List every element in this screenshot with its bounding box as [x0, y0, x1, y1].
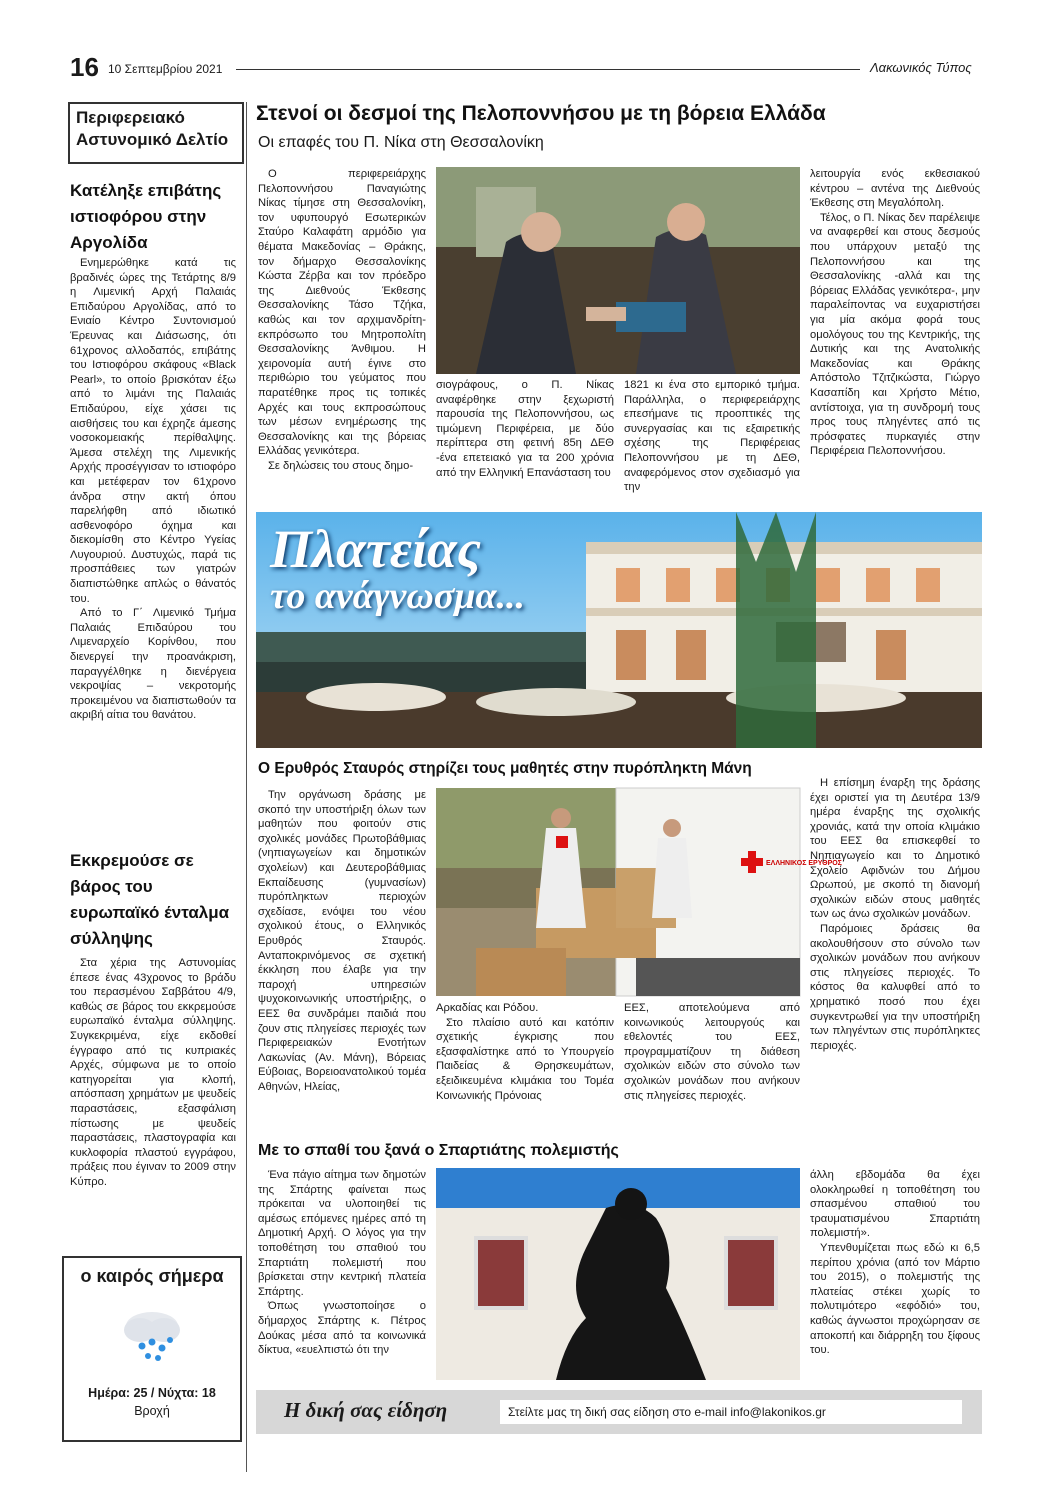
rain-cloud-icon: [112, 1304, 192, 1364]
issue-date: 10 Σεπτεμβρίου 2021: [108, 62, 223, 76]
story1-paragraph-2: Από το Γ΄ Λιμενικό Τμήμα Παλαιάς Επιδαύρου του Λιμεναρχείο Κορίνθου, που διενεργεί την προανάκριση, παραγγέλθηκε η διενέργεια νεκροψίας – νεκροτομής προκειμένου να διαπιστωθούν τα ακριβή αίτια του θανάτου.: [70, 607, 236, 722]
article1-column-3: [624, 378, 800, 495]
meeting-photo: [436, 167, 800, 374]
sidebar-column-rule: [246, 102, 247, 1472]
reader-news-footer: [256, 1390, 982, 1434]
header-rule: [236, 69, 860, 70]
article2-column-3: [624, 1001, 800, 1103]
article1-subtitle: Οι επαφές του Π. Νίκα στη Θεσσαλονίκη: [258, 134, 544, 151]
truck-label: ΕΛΛΗΝΙΚΟΣ ΕΡΥΘΡΟΣ: [766, 860, 842, 867]
article2-title: Ο Ερυθρός Σταυρός στηρίζει τους μαθητές στην πυρόπληκτη Μάνη: [258, 760, 752, 777]
story1-title: Κατέληξε επιβάτης ιστιοφόρου στην Αργολίδα: [70, 181, 222, 252]
article2-column-4: [810, 776, 980, 1053]
statue-illustration: [436, 1168, 800, 1380]
article2-col4b-text: Παρόμοιες δράσεις θα ακολουθήσουν στο σύνολο των σχολικών μονάδων που ανήκουν στις πληγείσες περιοχές. Το κόστος θα καλυφθεί από το χρηματικό ποσό που έχει συγκεντρωθεί για την υποστήριξη των πληγέντων στις πυρόπληκτες περιοχές.: [810, 922, 980, 1052]
article2-column-2: [436, 1001, 614, 1103]
article2-column-1: [258, 788, 426, 1094]
platia-banner: [256, 512, 982, 748]
story2-title: Εκκρεμούσε σε βάρος του ευρωπαϊκό ένταλμα σύλληψης: [70, 851, 230, 948]
weather-box: [62, 1256, 242, 1442]
story1-body: [70, 256, 236, 723]
article3-title: Με το σπαθί του ξανά ο Σπαρτιάτης πολεμιστής: [258, 1142, 619, 1159]
story2-body: [70, 956, 236, 1190]
article2-col4a-text: Η επίσημη έναρξη της δράσης έχει οριστεί για τη Δευτέρα 13/9 ημέρα έναρξης της σχολικής χρονιάς, κατά την οποία κλιμάκιο του ΕΕΣ θα επισκεφθεί το Νηπιαγωγείο και το Δημοτικό Σχολείο Αφιδνών του Δήμου Ωρωπού, με σκοπό τη διανομή σχολικών ειδών στους μαθητές των ως άνω σχολικών μονάδων.: [810, 777, 980, 921]
banner-heading-1: Πλατείας: [270, 519, 481, 579]
article2-col1-text: Την οργάνωση δράσης με σκοπό την υποστήριξη όλων των μαθητών που φοιτούν στις σχολικές μονάδες Πρωτοβάθμιας (νηπιαγωγείων και δημοτικών σχολείων) και Δευτεροβάθμιας Εκπαίδευσης (γυμνασίων) πυρόπληκτων περιοχών σχεδίασε, ενόψει του νέου σχολικού έτους, ο Ελληνικός Ερυθρός Σταυρός. Ανταποκρινόμενος σε σχετική έκκληση που έλαβε για την παροχή υπηρεσιών ψυχοκοινωνικής υποστήριξης, ο ΕΕΣ θα συνδράμει παιδιά που ζουν στις πληγείσες περιοχές των Περιφερειακών Ενοτήτων Λακωνίας (Αν. Μάνη), Βόρειας Εύβοιας, Βορειοανατολικού τομέα Αθηνών, Ηλείας,: [258, 789, 426, 1093]
article1-title: Στενοί οι δεσμοί της Πελοποννήσου με τη βόρεια Ελλάδα: [256, 102, 826, 125]
red-cross-illustration: [436, 788, 800, 996]
police-bulletin-title-2: Αστυνομικό Δελτίο: [76, 130, 229, 149]
article1-column-2: [436, 378, 614, 480]
article1-column-4: [810, 167, 980, 459]
weather-temperatures: Ημέρα: 25 / Νύχτα: 18: [88, 1386, 216, 1400]
police-bulletin-title-1: Περιφερειακό: [76, 108, 185, 127]
article1-col4a-text: λειτουργία ενός εκθεσιακού κέντρου – αντένα της Διεθνούς Έκθεσης στη Μεγαλόπολη.: [810, 168, 980, 210]
weather-title: ο καιρός σήμερα: [80, 1266, 224, 1286]
article2-col2a-text: Αρκαδίας και Ρόδου.: [436, 1002, 539, 1014]
banner-heading-2: το ανάγνωσμα...: [270, 575, 526, 617]
story2-paragraph-1: Στα χέρια της Αστυνομίας έπεσε ένας 43χρονος το βράδυ του περασμένου Σαββάτου 4/9, καθώς σε βάρος του εκκρεμούσε ευρωπαϊκό ένταλμα σύλληψης. Συγκεκριμένα, είχε εκδοθεί έγγραφο από τις κυπριακές Αρχές, σύμφωνα με το οποίο κατηγορείται για κλοπή, απόσπαση χρημάτων με ψευδείς παραστάσεις, εξασφάλιση πίστωσης με ψευδείς παραστάσεις, πλαστογραφία και κυκλοφορία πλαστού εγγράφου, πράξεις που έγιναν το 2009 στην Κύπρο.: [70, 957, 236, 1188]
weather-condition: Βροχή: [134, 1404, 170, 1418]
article3-column-1: [258, 1168, 426, 1358]
story1-paragraph-1: Ενημερώθηκε κατά τις βραδινές ώρες της Τετάρτης 8/9 η Λιμενική Αρχή Παλαιάς Επιδαύρου Αργολίδας, από το Ενιαίο Κέντρο Συντονισμού Έρευνας και Διάσωσης, ότι 61χρονος αλλοδαπός, επιβάτης του Ιστιοφόρου σκάφους «Black Pearl», το οποίο βρισκόταν έξω από το λιμάνι της Παλαιάς Επιδαύρου, είχε χάσει τις αισθήσεις του και έχρηζε άμεσης νοσοκομειακής περίθαλψης. Άμεσα στελέχη της Λιμενικής Αρχής προσέγγισαν το ιστιοφόρο και μετέφεραν τον 61χρονο άνδρα στην ακτή όπου παρελήφθη από ιδιωτικό ασθενοφόρο όχημα και διεκομίσθη στο Κέντρο Υγείας Λυγουριού. Δυστυχώς, παρά τις προσπάθειες των γιατρών διαπιστώθηκε απλώς ο θάνατός του.: [70, 257, 236, 605]
article1-col2-text: σιογράφους, ο Π. Νίκας αναφέρθηκε στην ξεχωριστή παρουσία της Πελοποννήσου, ως τιμώμενη Περιφέρεια, με δύο περίπτερα στη φετινή 85η ΔΕΘ -ένα επετειακό για τα 200 χρόνια από την Ελληνική Επανάσταση του: [436, 379, 614, 479]
article1-column-1: [258, 167, 426, 473]
article3-col1a-text: Ένα πάγιο αίτημα των δημοτών της Σπάρτης φαίνεται πως πρόκειται να υλοποιηθεί τις αμέσως επόμενες ημέρες από τη Δημοτική Αρχή. Ο λόγος για την τοποθέτηση του σπαθιού του Σπαρτιάτη πολεμιστή που βρίσκεται στην κεντρική πλατεία Σπάρτης.: [258, 1169, 426, 1298]
reader-news-title: Η δική σας είδηση: [284, 1398, 448, 1422]
article3-col4a-text: άλλη εβδομάδα θα έχει ολοκληρωθεί η τοποθέτηση του σπασμένου σπαθιού του τραυματισμένου Σπαρτιάτη πολεμιστή».: [810, 1169, 980, 1240]
article1-col4b-text: Τέλος, ο Π. Νίκας δεν παρέλειψε να αναφερθεί και στους δεσμούς που υπάρχουν μεταξύ της Πελοποννήσου και της Θεσσαλονίκης -αλλά και της βόρειας Ελλάδας γενικότερα-, μην παραλείποντας να ευχαριστήσει για μία ακόμα φορά τους ομολόγους του της Κεντρικής, της Δυτικής και της Ανατολικής Μακεδονίας και Θράκης Απόστολο Τζιτζικώστα, Γιώργο Κασαπίδη και Χρήστο Μέτιο, αντίστοιχα, για τη συνδρομή τους προς τους πληγέντες από τις πρόσφατες πυρκαγιές στην Περιφέρεια Πελοποννήσου.: [810, 211, 980, 458]
police-bulletin-box: [68, 102, 244, 164]
article2-col3-text: ΕΕΣ, αποτελούμενα από κοινωνικούς λειτουργούς και εθελοντές του ΕΕΣ, προγραμματίζουν τη διάθεση σχολικών ειδών στο σύνολο των σχολικών μονάδων που ανήκουν στις πληγείσες περιοχές.: [624, 1002, 800, 1102]
page-number: 16: [70, 52, 99, 82]
newspaper-name: Λακωνικός Τύπος: [870, 60, 972, 75]
spartan-statue-photo: [436, 1168, 800, 1380]
reader-news-box: [500, 1400, 962, 1424]
reader-news-text: Στείλτε μας τη δική σας είδηση στο e-mail info@lakonikos.gr: [508, 1405, 826, 1419]
article1-col1-text: Ο περιφερειάρχης Πελοποννήσου Παναγιώτης Νίκας τίμησε στη Θεσσαλονίκη, τον υφυπουργό Εσωτερικών Σταύρο Καλαφάτη αρμόδιο για θέματα Μακεδονίας – Θράκης, τον δήμαρχο Θεσσαλονίκης Κώστα Ζέρβα και τον πρόεδρο της Διεθνούς Έκθεσης Θεσσαλονίκης Τάσο Τζήκα, καθώς και τον αρχιμανδρίτη-εκπρόσωπο του Μητροπολίτη Θεσσαλονίκης Άνθιμου. Η χειρονομία αυτή έγινε στο περιθώριο του γεύματος που παρατέθηκε προς τις τοπικές Αρχές και τους εκπροσώπους των μέσων ενημέρωσης της Θεσσαλονίκης και της βόρειας Ελλάδας γενικότερα.: [258, 168, 426, 458]
article3-col4b-text: Υπενθυμίζεται πως εδώ κι 6,5 περίπου χρόνια (από τον Μάρτιο του 2015), ο πολεμιστής της πλατείας στέκει χωρίς το πολυτιμότερο «εφόδιό» του, καθώς άγνωστοι προχώρησαν σε αποκοπή και διάρρηξη του ξίφους του.: [810, 1241, 980, 1357]
article1-col1b-text: Σε δηλώσεις του στους δημο-: [268, 459, 414, 472]
red-cross-photo: [436, 788, 842, 996]
article1-col3-text: 1821 κι ένα στο εμπορικό τμήμα. Παράλληλα, ο περιφερειάρχης επεσήμανε τις προοπτικές της συνεργασίας και τις εξαιρετικής σχέσης της Περιφέρειας Πελοποννήσου με τη ΔΕΘ, αναφερόμενος στον σχεδιασμό για την: [624, 379, 800, 494]
article3-column-4: [810, 1168, 980, 1358]
article3-col1b-text: Όπως γνωστοποίησε ο δήμαρχος Σπάρτης κ. Πέτρος Δούκας μέσα από τα κοινωνικά δίκτυα, «ευελπιστώ ότι την: [258, 1300, 426, 1357]
article2-col2b-text: Στο πλαίσιο αυτό και κατόπιν σχετικής έγκρισης που εξασφαλίστηκε από το Υπουργείο Παιδείας & Θρησκευμάτων, εξειδικευμένα κλιμάκια του Τομέα Κοινωνικής Πρόνοιας: [436, 1016, 614, 1102]
meeting-photo-illustration: [436, 167, 800, 374]
